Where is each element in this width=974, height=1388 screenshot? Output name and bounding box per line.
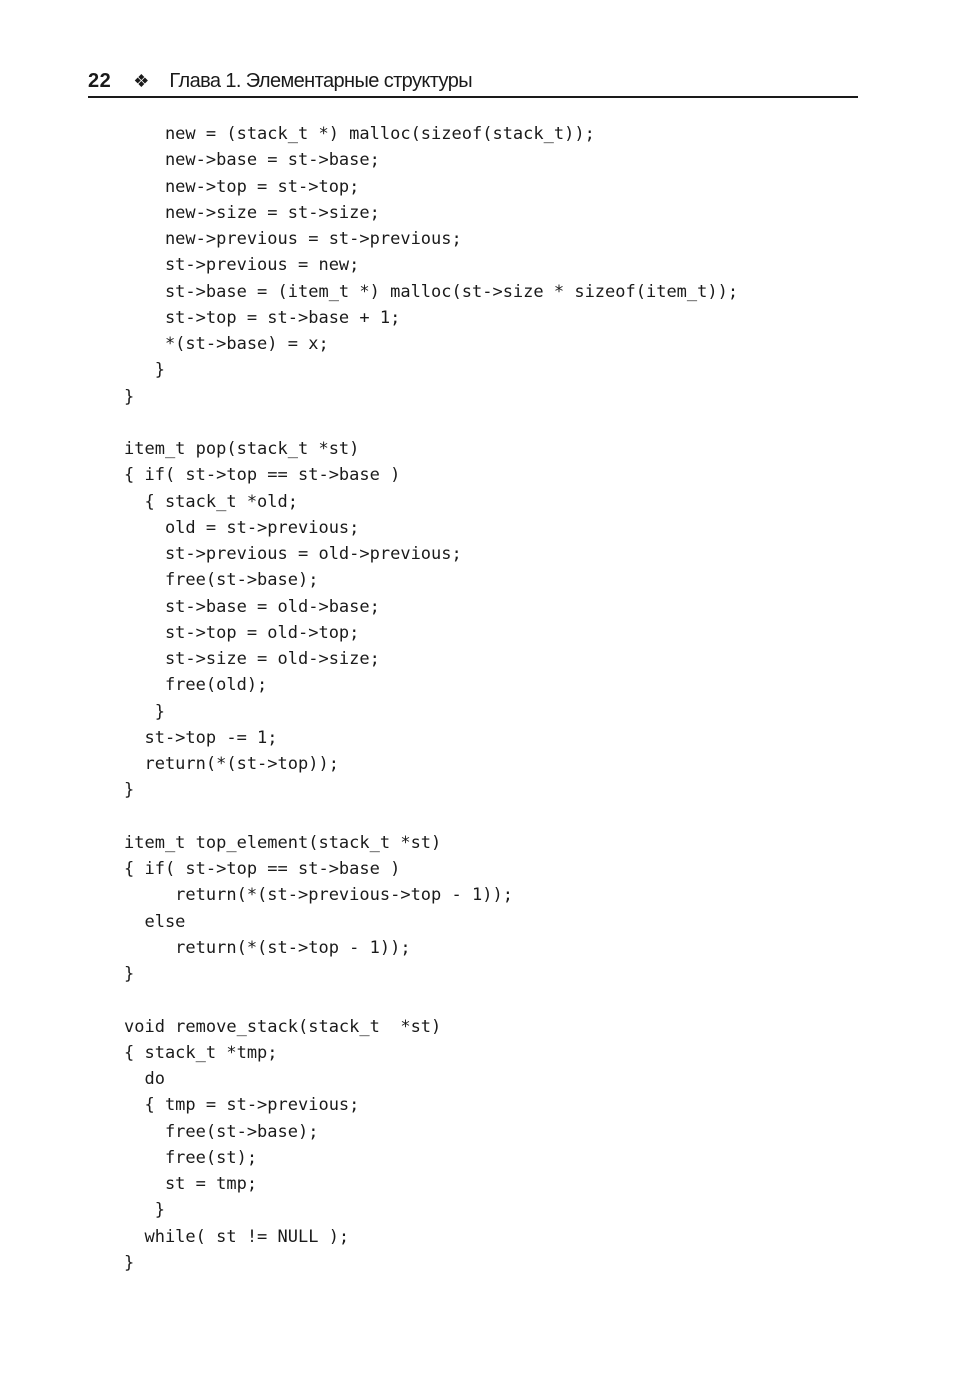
code-line: } <box>124 701 165 722</box>
code-listing <box>124 121 738 1276</box>
code-line: } <box>124 1252 135 1273</box>
code-line: } <box>124 386 135 407</box>
code-line: return(*(st->previous->top - 1)); <box>124 885 513 906</box>
code-line: st->previous = old->previous; <box>124 544 462 564</box>
code-line: *(st->base) = x; <box>124 334 329 354</box>
code-line: } <box>124 780 135 801</box>
code-line: void remove_stack(stack_t *st) <box>124 1016 442 1037</box>
chapter-title: Глава 1. Элементарные структуры <box>169 70 473 92</box>
code-line: free(st->base); <box>124 1121 319 1142</box>
code-line: while( st != NULL ); <box>124 1226 350 1247</box>
code-line: st->top = st->base + 1; <box>124 307 401 328</box>
code-line: new = (stack_t *) malloc(sizeof(stack_t)); <box>124 124 595 144</box>
code-line: { if( st->top == st->base ) <box>124 465 401 486</box>
code-line: { if( st->top == st->base ) <box>124 859 401 879</box>
code-line: } <box>124 360 165 381</box>
code-line: } <box>124 1200 165 1221</box>
code-line: { stack_t *tmp; <box>124 1042 278 1063</box>
code-line: free(st); <box>124 1147 258 1168</box>
code-line <box>124 410 738 436</box>
code-line: else <box>124 911 186 932</box>
code-line: item_t pop(stack_t *st) <box>124 439 360 459</box>
page-header <box>88 66 858 98</box>
code-line: return(*(st->top)); <box>124 754 339 774</box>
code-line: { stack_t *old; <box>124 491 298 512</box>
code-line: return(*(st->top - 1)); <box>124 937 411 958</box>
code-line: st->size = old->size; <box>124 649 380 669</box>
page-number: 22 <box>88 70 112 92</box>
code-line: new->previous = st->previous; <box>124 229 462 249</box>
code-line <box>124 987 738 1013</box>
code-line: new->size = st->size; <box>124 202 380 223</box>
code-line: st->top = old->top; <box>124 622 360 643</box>
code-line <box>124 804 738 830</box>
code-line: { tmp = st->previous; <box>124 1095 360 1116</box>
code-line: st = tmp; <box>124 1174 258 1194</box>
code-line: new->top = st->top; <box>124 176 360 197</box>
ornament-icon: ❖ <box>133 71 150 91</box>
code-line: st->previous = new; <box>124 255 360 276</box>
code-line: st->top -= 1; <box>124 727 278 748</box>
code-line: item_t top_element(stack_t *st) <box>124 832 442 853</box>
code-line: st->base = (item_t *) malloc(st->size * sizeof(item_t)); <box>124 281 739 302</box>
code-line: free(st->base); <box>124 570 319 591</box>
code-line: new->base = st->base; <box>124 150 380 171</box>
code-line: old = st->previous; <box>124 517 360 538</box>
code-line: free(old); <box>124 675 268 696</box>
code-line: } <box>124 964 135 984</box>
code-line: st->base = old->base; <box>124 596 380 617</box>
code-line: do <box>124 1069 165 1089</box>
